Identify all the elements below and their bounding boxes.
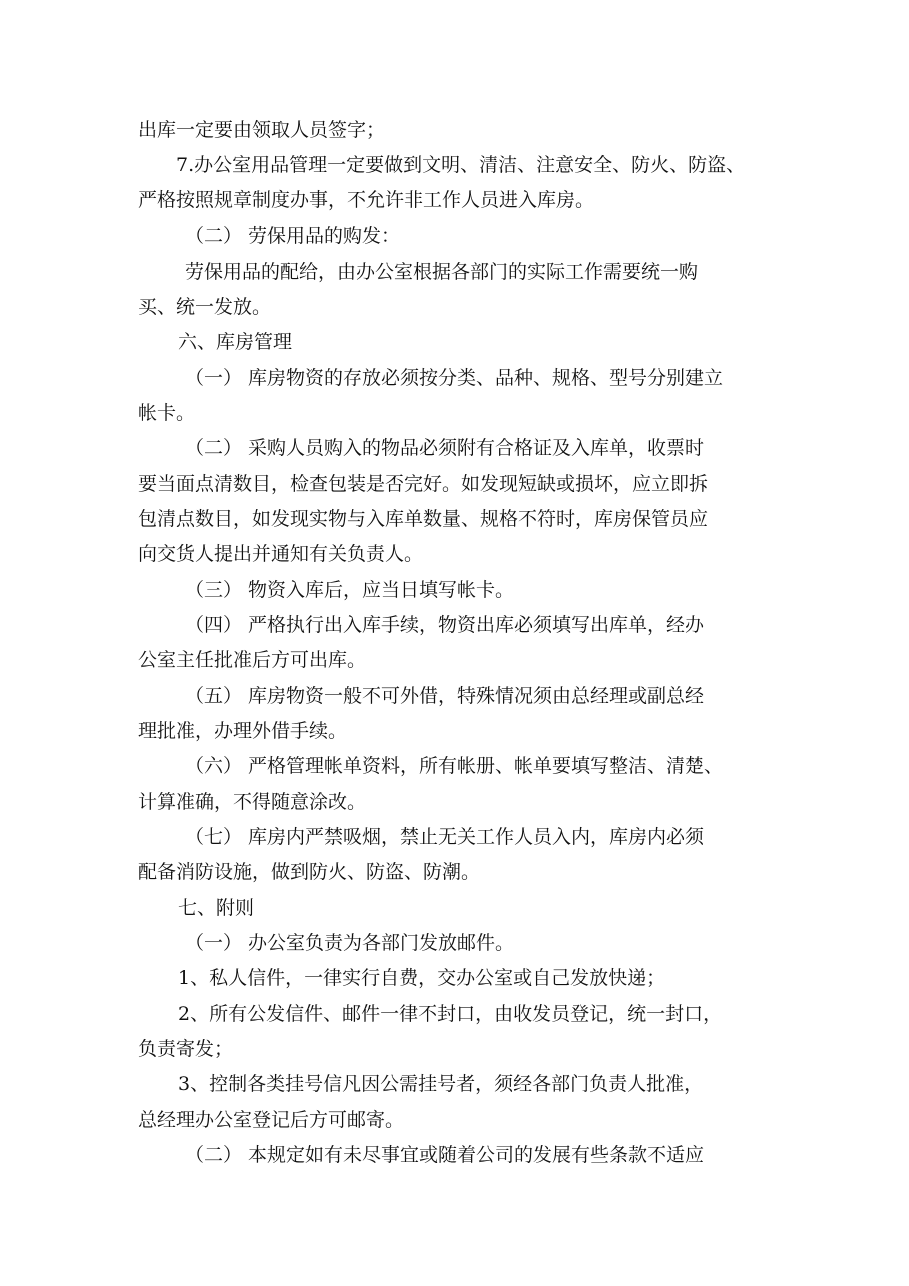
text-line: 帐卡。: [138, 402, 196, 424]
text-line: 要当面点清数目，检查包装是否完好。如发现短缺或损坏，应立即拆: [138, 473, 709, 495]
text-line: 配备消防设施，做到防火、防盗、防潮。: [138, 861, 481, 883]
text-line: 严格按照规章制度办事，不允许非工作人员进入库房。: [138, 189, 595, 211]
text-line: （三） 物资入库后，应当日填写帐卡。: [185, 579, 515, 601]
text-line: 总经理办公室登记后方可邮寄。: [138, 1109, 405, 1131]
text-line: 7.办公室用品管理一定要做到文明、清洁、注意安全、防火、防盗、: [176, 154, 746, 176]
text-line: 出库一定要由领取人员签字；: [138, 119, 386, 141]
text-line: （二） 采购人员购入的物品必须附有合格证及入库单，收票时: [185, 437, 705, 459]
text-line: （七） 库房内严禁吸烟，禁止无关工作人员入内，库房内必须: [185, 826, 705, 848]
text-line: （五） 库房物资一般不可外借，特殊情况须由总经理或副总经: [185, 685, 705, 707]
text-line: 包清点数目，如发现实物与入库单数量、规格不符时，库房保管员应: [138, 508, 709, 530]
text-line: 3、控制各类挂号信凡因公需挂号者，须经各部门负责人批准，: [178, 1073, 704, 1095]
text-line: （六） 严格管理帐单资料，所有帐册、帐单要填写整洁、清楚、: [185, 755, 724, 777]
text-line: 2、所有公发信件、邮件一律不封口，由收发员登记，统一封口，: [178, 1003, 723, 1025]
text-line: 负责寄发；: [138, 1038, 234, 1060]
text-line: 公室主任批准后方可出库。: [138, 649, 367, 671]
text-line: 买、统一发放。: [138, 296, 272, 318]
text-line: 理批准，办理外借手续。: [138, 720, 348, 742]
text-line: （二） 劳保用品的购发：: [185, 225, 401, 247]
section-heading: 六、库房管理: [178, 331, 293, 353]
text-line: 计算准确，不得随意涂改。: [138, 791, 367, 813]
text-line: 1、私人信件，一律实行自费，交办公室或自己发放快递；: [178, 967, 666, 989]
section-heading: 七、附则: [178, 897, 255, 919]
text-line: （一） 办公室负责为各部门发放邮件。: [185, 932, 515, 954]
text-line: （一） 库房物资的存放必须按分类、品种、规格、型号分别建立: [185, 367, 724, 389]
text-line: 向交货人提出并通知有关负责人。: [138, 543, 424, 565]
text-line: （四） 严格执行出入库手续，物资出库必须填写出库单，经办: [185, 614, 705, 636]
text-line: 劳保用品的配给，由办公室根据各部门的实际工作需要统一购: [185, 261, 699, 283]
text-line: （二） 本规定如有未尽事宜或随着公司的发展有些条款不适应: [185, 1144, 705, 1166]
